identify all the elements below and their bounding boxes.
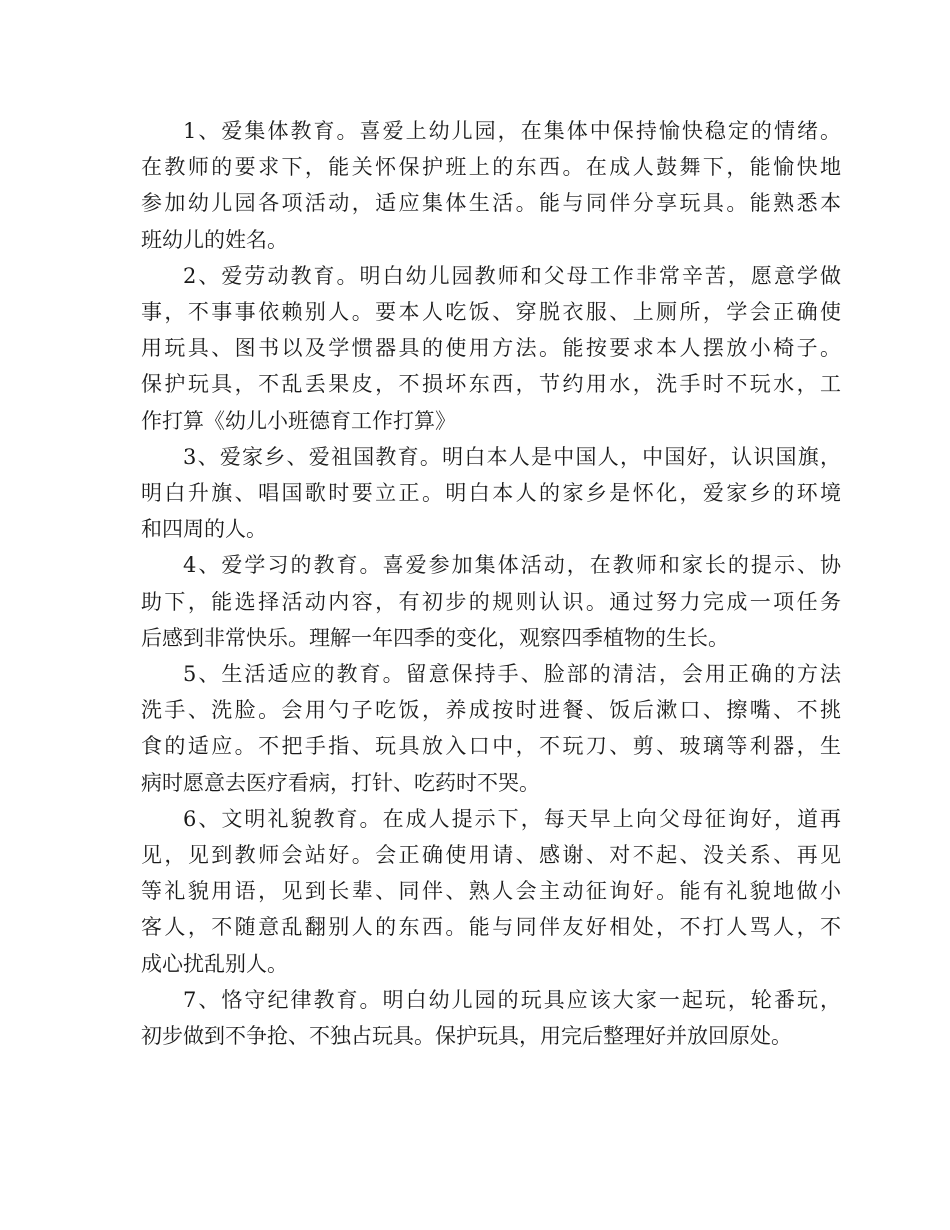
document-body xyxy=(141,113,841,1054)
text-line: 见，见到教师会站好。会正确使用请、感谢、对不起、没关系、再见 xyxy=(141,843,841,868)
text-line: 在教师的要求下，能关怀保护班上的东西。在成人鼓舞下，能愉快地 xyxy=(141,155,841,180)
paragraph-4 xyxy=(141,547,841,656)
text-line: 洗手、洗脸。会用勺子吃饭，养成按时进餐、饭后漱口、擦嘴、不挑 xyxy=(141,698,841,723)
paragraph-7 xyxy=(141,982,841,1054)
text-line: 成心扰乱别人。 xyxy=(141,951,288,976)
text-line: 助下，能选择活动内容，有初步的规则认识。通过努力完成一项任务 xyxy=(141,589,841,614)
text-line: 6、文明礼貌教育。在成人提示下，每天早上向父母征询好，道再 xyxy=(183,806,841,831)
text-line: 参加幼儿园各项活动，适应集体生活。能与同伴分享玩具。能熟悉本 xyxy=(141,191,841,216)
text-line: 3、爱家乡、爱祖国教育。明白本人是中国人，中国好，认识国旗， xyxy=(183,444,841,469)
text-line: 明白升旗、唱国歌时要立正。明白本人的家乡是怀化，爱家乡的环境 xyxy=(141,481,841,506)
text-line: 后感到非常快乐。理解一年四季的变化，观察四季植物的生长。 xyxy=(141,625,729,650)
text-line: 等礼貌用语，见到长辈、同伴、熟人会主动征询好。能有礼貌地做小 xyxy=(141,879,841,904)
text-line: 食的适应。不把手指、玩具放入口中，不玩刀、剪、玻璃等利器，生 xyxy=(141,734,841,759)
text-line: 和四周的人。 xyxy=(141,517,267,542)
paragraph-1 xyxy=(141,113,841,258)
text-line: 2、爱劳动教育。明白幼儿园教师和父母工作非常辛苦，愿意学做 xyxy=(183,263,841,288)
text-line: 初步做到不争抢、不独占玩具。保护玩具，用完后整理好并放回原处。 xyxy=(141,1024,792,1049)
paragraph-3 xyxy=(141,439,841,548)
paragraph-2 xyxy=(141,258,841,439)
text-line: 班幼儿的姓名。 xyxy=(141,227,288,252)
paragraph-6 xyxy=(141,801,841,982)
text-line: 4、爱学习的教育。喜爱参加集体活动，在教师和家长的提示、协 xyxy=(183,553,841,578)
text-line: 作打算《幼儿小班德育工作打算》 xyxy=(141,408,456,433)
text-line: 保护玩具，不乱丢果皮，不损坏东西，节约用水，洗手时不玩水，工 xyxy=(141,372,841,397)
text-line: 5、生活适应的教育。留意保持手、脸部的清洁，会用正确的方法 xyxy=(183,662,841,687)
text-line: 事，不事事依赖别人。要本人吃饭、穿脱衣服、上厕所，学会正确使 xyxy=(141,300,841,325)
text-line: 客人，不随意乱翻别人的东西。能与同伴友好相处，不打人骂人，不 xyxy=(141,915,841,940)
text-line: 用玩具、图书以及学惯器具的使用方法。能按要求本人摆放小椅子。 xyxy=(141,336,841,361)
text-line: 1、爱集体教育。喜爱上幼儿园，在集体中保持愉快稳定的情绪。 xyxy=(183,119,841,143)
text-line: 7、恪守纪律教育。明白幼儿园的玩具应该大家一起玩，轮番玩， xyxy=(183,987,841,1012)
text-line: 病时愿意去医疗看病，打针、吃药时不哭。 xyxy=(141,770,540,795)
paragraph-5 xyxy=(141,656,841,801)
